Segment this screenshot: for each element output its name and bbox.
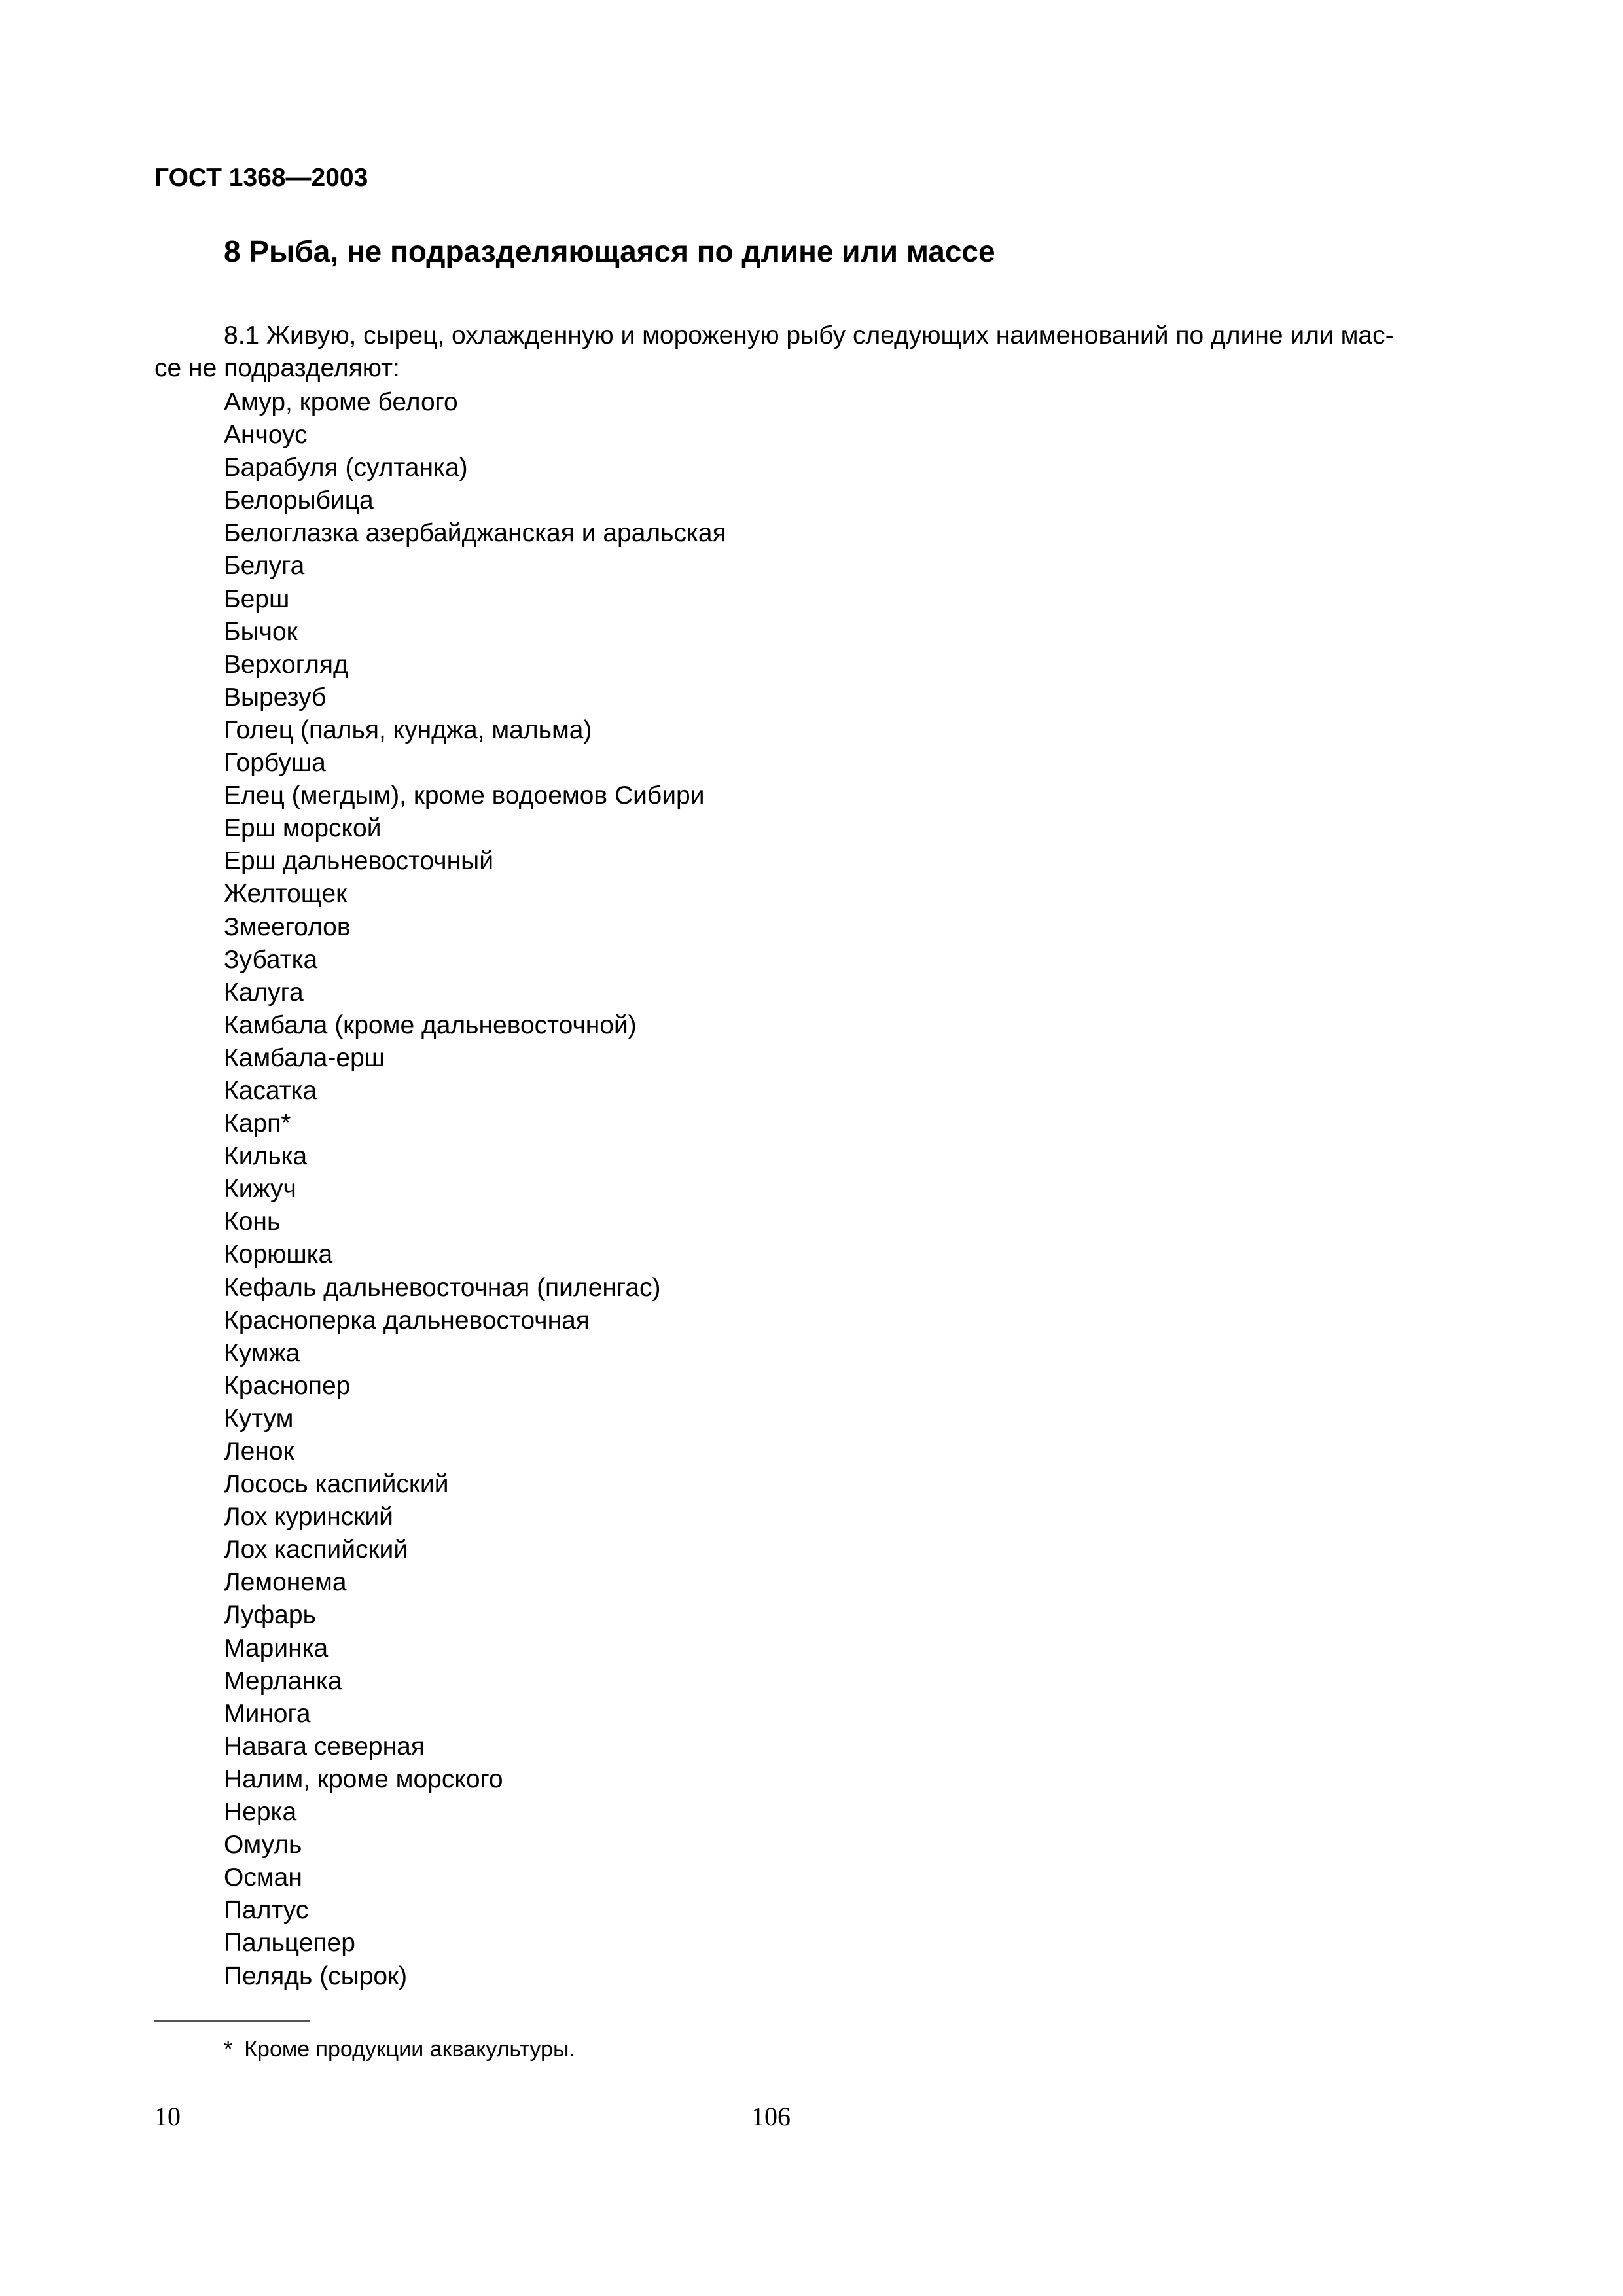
footnote (224, 2036, 575, 2063)
page-number-center: 106 (751, 2102, 791, 2131)
list-item: Луфарь (224, 1601, 316, 1630)
list-item: Палтус (224, 1896, 309, 1925)
list-item: Налим, кроме морского (224, 1765, 503, 1793)
list-item: Касатка (224, 1076, 317, 1105)
list-item: Амур, кроме белого (224, 388, 458, 416)
fish-list (224, 386, 726, 1993)
list-item: Горбуша (224, 749, 326, 778)
list-item: Карп* (224, 1109, 291, 1138)
list-item: Белуга (224, 552, 305, 581)
list-item: Змееголов (224, 912, 351, 941)
list-item: Ерш дальневосточный (224, 847, 493, 876)
list-item: Белорыбица (224, 486, 374, 515)
list-item: Анчоус (224, 421, 308, 450)
list-item: Барабуля (султанка) (224, 454, 468, 482)
list-item: Кефаль дальневосточная (пиленгас) (224, 1273, 661, 1302)
list-item: Белоглазка азербайджанская и аральская (224, 519, 726, 548)
list-item: Ленок (224, 1437, 294, 1465)
list-item: Елец (мегдым), кроме водоемов Сибири (224, 781, 705, 810)
list-item: Камбала-ерш (224, 1043, 385, 1072)
list-item: Навага северная (224, 1732, 425, 1761)
list-item: Лох каспийский (224, 1535, 408, 1564)
list-item: Ерш морской (224, 814, 382, 843)
intro-line-1: 8.1 Живую, сырец, охлажденную и мороженую рыбу следующих наименований по длине или мас- (224, 321, 1394, 350)
list-item: Камбала (кроме дальневосточной) (224, 1011, 637, 1039)
section-title: 8 Рыба, не подразделяющаяся по длине или массе (224, 234, 995, 268)
footnote-text: Кроме продукции аквакультуры. (244, 2037, 575, 2062)
list-item: Омуль (224, 1831, 302, 1859)
list-item: Кумжа (224, 1338, 300, 1367)
list-item: Нерка (224, 1798, 297, 1827)
list-item: Лох куринский (224, 1503, 393, 1532)
list-item: Лемонема (224, 1568, 347, 1597)
list-item: Осман (224, 1863, 302, 1892)
list-item: Кижуч (224, 1175, 296, 1204)
page-number-left: 10 (154, 2102, 181, 2131)
list-item: Лосось каспийский (224, 1470, 449, 1499)
intro-line-2: се не подразделяют: (154, 354, 400, 382)
list-item: Кутум (224, 1404, 294, 1433)
list-item: Красноперка дальневосточная (224, 1306, 590, 1335)
list-item: Голец (палья, кунджа, мальма) (224, 715, 592, 744)
list-item: Берш (224, 584, 290, 613)
list-item: Мерланка (224, 1666, 342, 1695)
list-item: Минога (224, 1699, 311, 1728)
list-item: Вырезуб (224, 683, 327, 711)
list-item: Верхогляд (224, 650, 348, 679)
footnote-mark: * (224, 2037, 233, 2062)
document-header: ГОСТ 1368—2003 (154, 164, 368, 192)
list-item: Маринка (224, 1634, 329, 1662)
list-item: Конь (224, 1208, 281, 1236)
list-item: Килька (224, 1142, 308, 1171)
list-item: Краснопер (224, 1371, 351, 1400)
list-item: Калуга (224, 978, 304, 1007)
intro-paragraph (154, 319, 1470, 385)
list-item: Бычок (224, 617, 298, 646)
list-item: Зубатка (224, 945, 318, 974)
list-item: Пелядь (сырок) (224, 1962, 408, 1990)
list-item: Пальцепер (224, 1929, 355, 1958)
list-item: Корюшка (224, 1240, 333, 1269)
footnote-divider (154, 2020, 310, 2022)
list-item: Желтощек (224, 880, 348, 908)
